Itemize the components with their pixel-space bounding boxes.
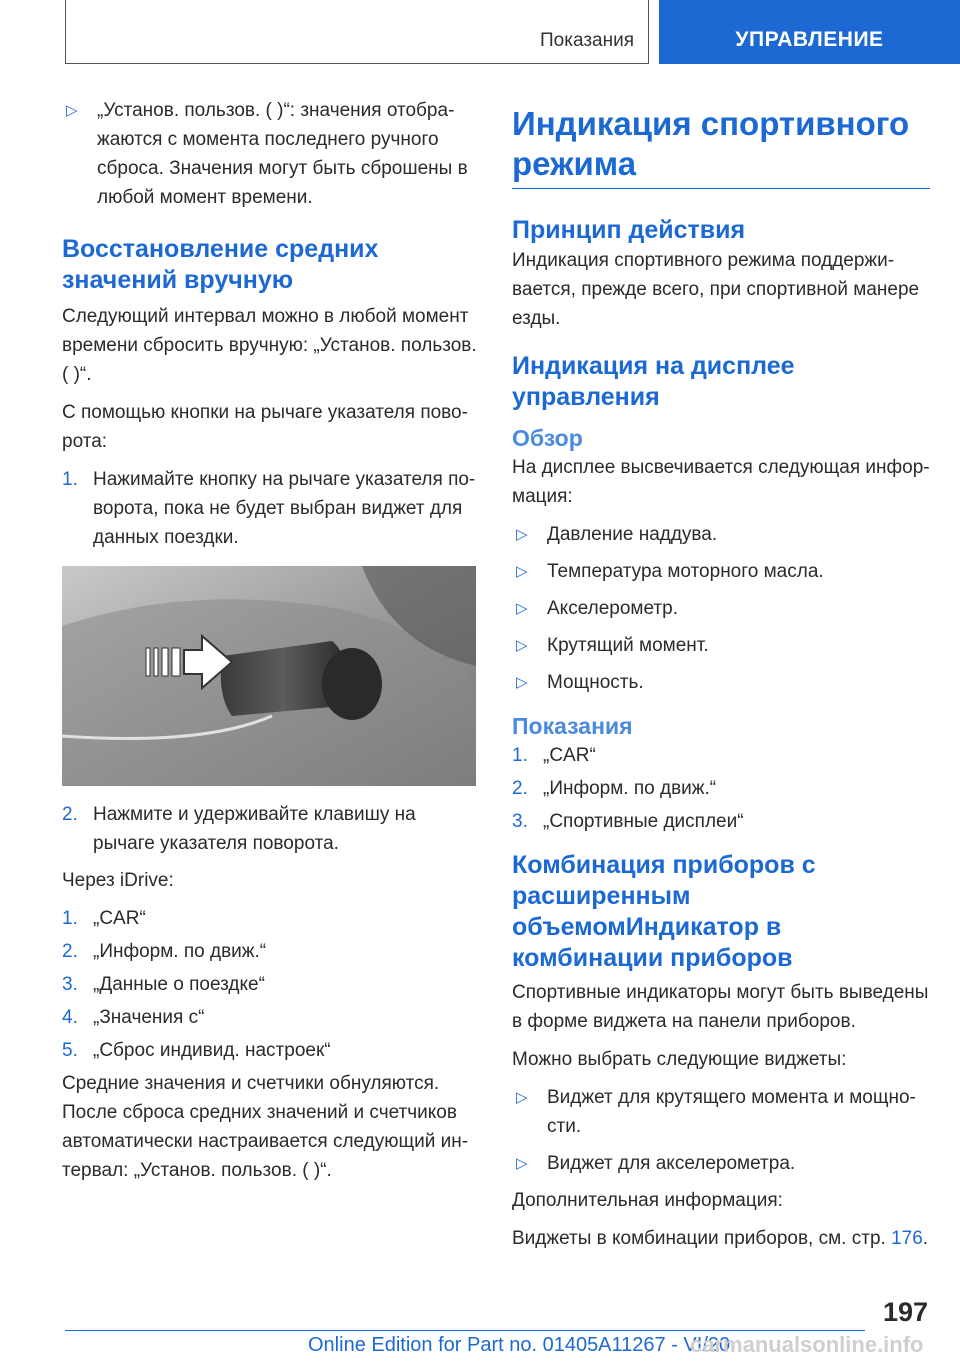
list-item-number: 1. [512,745,528,766]
list-item [512,774,930,803]
bullet-text: Акселерометр. [547,598,678,619]
list-item-text: „Информ. по движ.“ [543,778,717,799]
triangle-right-icon: ▷ [66,102,78,119]
bullet-text: Крутящий момент. [547,635,709,656]
paragraph: На дисплее высвечивается следующая информация: [512,457,930,507]
page-link[interactable]: 176 [891,1228,923,1249]
section-heading: Комбинация приборов с расширенным объемомИндикатор в комбинации приборов [512,851,816,972]
bullet-text: Виджет для крутящего момента и мощности. [547,1087,916,1137]
bullet-item [62,96,480,212]
bullet-text: Давление наддува. [547,524,718,545]
subsection-heading: Обзор [512,425,583,451]
triangle-right-icon: ▷ [516,563,528,580]
subsection-heading: Показания [512,713,633,739]
paragraph: Дополнительная информация: [512,1190,783,1211]
list-item-number: 2. [62,804,78,825]
reference-end: . [922,1228,929,1249]
paragraph: Спортивные индикаторы могут быть выведены в форме виджета на панели приборов. [512,982,929,1032]
list-item [62,1036,480,1065]
reference-text: Виджеты в комбинации приборов, см. стр. [512,1228,892,1249]
paragraph: Можно выбрать следующие виджеты: [512,1049,847,1070]
list-item-number: 1. [62,908,78,929]
list-item-text: „Данные о поездке“ [93,974,265,995]
paragraph: Через iDrive: [62,870,174,891]
left-column [62,96,480,1194]
list-item-number: 3. [62,974,78,995]
list-item [62,1003,480,1032]
bullet-item [512,668,930,697]
bullet-text: „Установ. пользов. ( )“: значения отображаются с момента последнего ручного сброса. Значения могут быть сброшены в любой момент времени. [97,100,468,208]
list-item-text: „Спортивные дисплеи“ [543,811,744,832]
bullet-list [512,520,930,697]
list-item [62,465,480,552]
list-item [62,937,480,966]
page-title: Индикация спортивного режима [512,104,930,189]
list-item-text: „Сброс индивид. настроек“ [93,1040,331,1061]
bullet-text: Мощность. [547,672,644,693]
list-item-text: „CAR“ [93,908,146,929]
bullet-list [512,1083,930,1178]
footer-divider [65,1330,865,1331]
triangle-right-icon: ▷ [516,600,528,617]
header-chapter-title: УПРАВЛЕНИЕ [735,28,884,51]
list-item-number: 2. [62,941,78,962]
bullet-item [512,520,930,549]
cross-reference [512,1224,930,1253]
list-item-text: Нажимайте кнопку на рычаге указателя поворота, пока не будет выбран виджет для данных поездки. [93,469,476,548]
triangle-right-icon: ▷ [516,526,528,543]
header-chapter-box [659,0,960,64]
list-item-number: 3. [512,811,528,832]
bullet-text: Виджет для акселерометра. [547,1153,796,1174]
list-item-text: Нажмите и удерживайте клавишу на рычаге указателя поворота. [93,804,416,854]
list-item [512,807,930,836]
step-list [62,800,480,858]
triangle-right-icon: ▷ [516,637,528,654]
triangle-right-icon: ▷ [516,1089,528,1106]
watermark: carmanualsonline.info [690,1332,924,1357]
list-item-text: „Информ. по движ.“ [93,941,267,962]
turn-signal-lever-photo [62,566,476,786]
right-column [512,104,930,1262]
list-item-text: „Значения с“ [93,1007,205,1028]
bullet-item [512,1083,930,1141]
triangle-right-icon: ▷ [516,674,528,691]
section-heading: Принцип действия [512,216,746,244]
readings-step-list [512,741,930,836]
bullet-item [512,631,930,660]
list-item-text: „CAR“ [543,745,596,766]
step-list [62,465,480,552]
list-item-number: 5. [62,1040,78,1061]
paragraph: С помощью кнопки на рычаге указателя поворота: [62,402,468,452]
list-item [62,904,480,933]
list-item-number: 4. [62,1007,78,1028]
triangle-right-icon: ▷ [516,1155,528,1172]
header-section-box [65,0,649,64]
bullet-item [512,1149,930,1178]
paragraph: Индикация спортивного режима поддерживается, прежде всего, при спортивной манере езды. [512,250,920,329]
list-item-number: 1. [62,469,78,490]
header-section-title: Показания [540,30,634,51]
list-item [512,741,930,770]
edition-note: Online Edition for Part no. 01405A11267 - VI/20 [308,1334,731,1356]
bullet-item [512,557,930,586]
paragraph: Следующий интервал можно в любой момент времени сбросить вручную: „Установ. пользов. ( )“. [62,306,477,385]
list-item [62,970,480,999]
list-item [62,800,480,858]
list-item-number: 2. [512,778,528,799]
idrive-step-list [62,904,480,1065]
bullet-text: Температура моторного масла. [547,561,824,582]
section-heading: Восстановление средних значений вручную [62,235,379,294]
page-number: 197 [882,1297,928,1327]
section-heading: Индикация на дисплее управления [512,352,795,411]
paragraph: Средние значения и счетчики обнуляются. После сброса средних значений и счетчиков автоматически настраивается следующий интервал: „Установ. пользов. ( )“. [62,1073,469,1181]
bullet-item [512,594,930,623]
